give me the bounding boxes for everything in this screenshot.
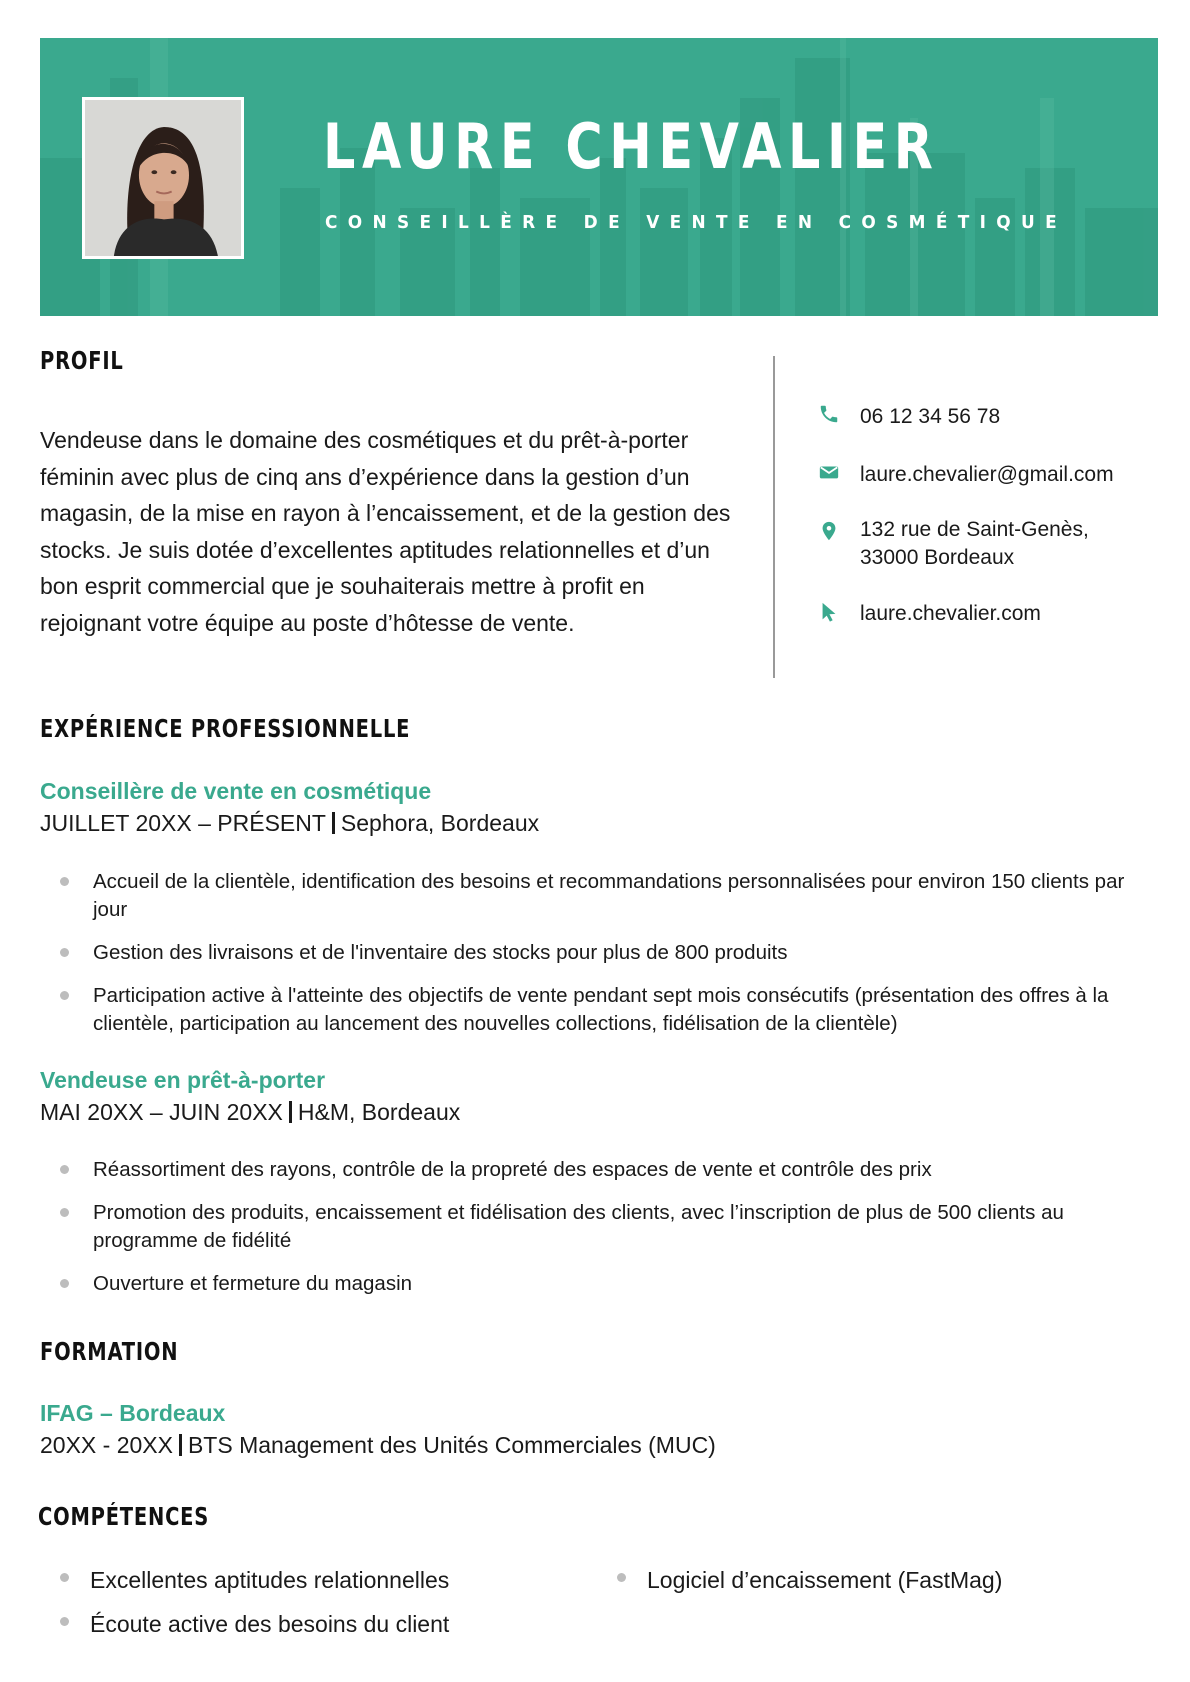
education-school: IFAG – Bordeaux bbox=[40, 1400, 226, 1426]
skills-heading: COMPÉTENCES bbox=[38, 1502, 210, 1531]
portrait-image bbox=[85, 100, 241, 256]
list-item: Promotion des produits, encaissement et fidélisation des clients, avec l’inscription de plus de 500 clients au programme de fidélité bbox=[40, 1199, 1140, 1255]
candidate-name: LAURE CHEVALIER bbox=[323, 110, 940, 183]
email-icon bbox=[818, 461, 844, 487]
separator-bar bbox=[179, 1434, 182, 1456]
job-2-role: Vendeuse en prêt-à-porter bbox=[40, 1067, 326, 1093]
job-1-meta bbox=[40, 810, 539, 837]
website-link[interactable]: laure.chevalier.com bbox=[860, 602, 1041, 625]
skills-right-column bbox=[597, 1565, 1002, 1609]
profile-photo bbox=[82, 97, 244, 259]
address-line-2: 33000 Bordeaux bbox=[860, 546, 1015, 569]
phone-number: 06 12 34 56 78 bbox=[860, 405, 1001, 428]
list-item: Réassortiment des rayons, contrôle de la propreté des espaces de vente et contrôle des prix bbox=[40, 1156, 1140, 1184]
list-item: Écoute active des besoins du client bbox=[40, 1609, 449, 1639]
job-2-dates: MAI 20XX – JUIN 20XX bbox=[40, 1099, 283, 1125]
education-dates: 20XX - 20XX bbox=[40, 1432, 173, 1458]
list-item: Accueil de la clientèle, identification des besoins et recommandations personnalisées pour environ 150 clients par jour bbox=[40, 868, 1140, 924]
experience-heading: EXPÉRIENCE PROFESSIONNELLE bbox=[40, 714, 411, 743]
separator-bar bbox=[289, 1101, 292, 1123]
cursor-icon bbox=[818, 601, 844, 627]
job-1-dates: JUILLET 20XX – PRÉSENT bbox=[40, 810, 326, 836]
education-degree: BTS Management des Unités Commerciales (MUC) bbox=[187, 1432, 716, 1458]
education-heading: FORMATION bbox=[40, 1337, 179, 1366]
job-1-role: Conseillère de vente en cosmétique bbox=[40, 778, 432, 804]
job-1-company: Sephora, Bordeaux bbox=[340, 810, 540, 836]
list-item: Gestion des livraisons et de l'inventaire des stocks pour plus de 800 produits bbox=[40, 939, 1140, 967]
candidate-job-title: CONSEILLÈRE DE VENTE EN COSMÉTIQUE bbox=[325, 212, 1067, 233]
education-meta bbox=[40, 1432, 716, 1459]
list-item: Ouverture et fermeture du magasin bbox=[40, 1270, 1140, 1298]
list-item: Excellentes aptitudes relationnelles bbox=[40, 1565, 449, 1595]
phone-icon bbox=[818, 403, 844, 429]
job-1-bullets bbox=[40, 868, 1140, 1053]
profile-text: Vendeuse dans le domaine des cosmétiques et du prêt-à-porter féminin avec plus de cinq ans d’expérience dans la gestion d’un magasin, de la mise en rayon à l’encaissement, et de la gestion des stocks. Je suis dotée d’excellentes aptitudes relationnelles et d’un bon esprit commercial que je souhaiterais mettre à profit en rejoignant votre équipe au poste d’hôtesse de vente. bbox=[40, 427, 731, 636]
job-2-meta bbox=[40, 1099, 460, 1126]
job-2-bullets bbox=[40, 1156, 1140, 1313]
address-line-1: 132 rue de Saint-Genès, bbox=[860, 518, 1089, 541]
profile-heading: PROFIL bbox=[40, 346, 124, 375]
location-pin-icon bbox=[818, 520, 844, 546]
list-item: Participation active à l'atteinte des objectifs de vente pendant sept mois consécutifs (présentation des offres à la clientèle, participation au lancement des nouvelles collections, fidélisation de la clientèle) bbox=[40, 982, 1140, 1038]
email-address[interactable]: laure.chevalier@gmail.com bbox=[860, 463, 1114, 486]
list-item: Logiciel d’encaissement (FastMag) bbox=[597, 1565, 1002, 1595]
skills-left-column bbox=[40, 1565, 449, 1653]
separator-bar bbox=[332, 812, 335, 834]
job-2-company: H&M, Bordeaux bbox=[297, 1099, 461, 1125]
header-banner bbox=[40, 38, 1158, 316]
vertical-divider bbox=[773, 356, 775, 678]
